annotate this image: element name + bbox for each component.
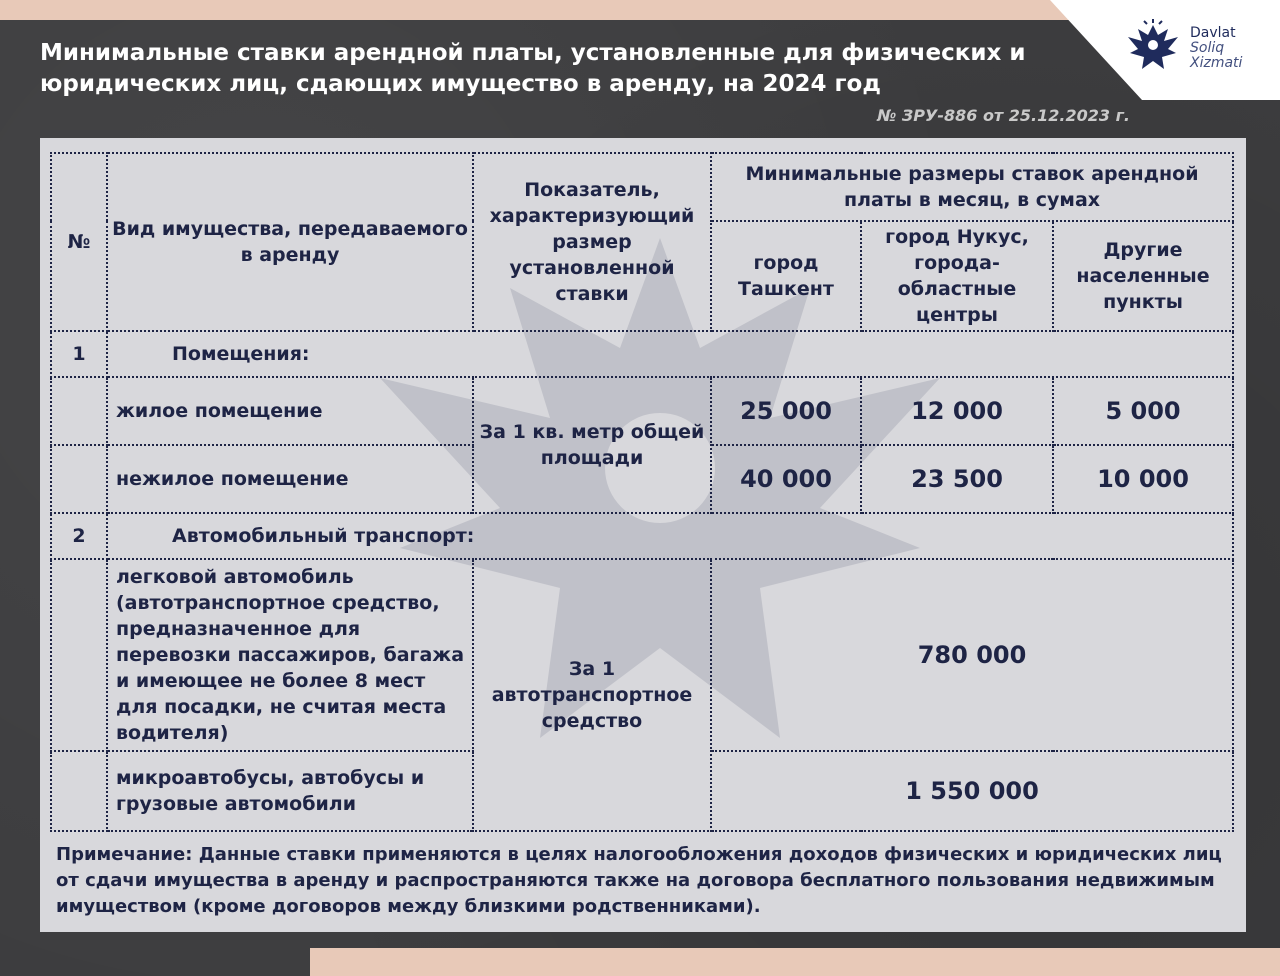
rate-nukus: 23 500 — [861, 445, 1053, 513]
row-property-name: жилое помещение — [107, 377, 473, 445]
header-indicator: Показатель, характеризующий размер установленной ставки — [473, 153, 711, 331]
rates-table — [50, 152, 1234, 832]
note-label: Примечание: — [56, 844, 193, 865]
row-num-empty — [51, 445, 107, 513]
rate-tashkent: 40 000 — [711, 445, 861, 513]
section-title: Автомобильный транспорт: — [107, 513, 1233, 559]
row-property-name: микроавтобусы, автобусы и грузовые автомобили — [107, 751, 473, 831]
header-property: Вид имущества, передаваемого в аренду — [107, 153, 473, 331]
row-property-name: легковой автомобиль (автотранспортное средство, предназначенное для перевозки пассажиров, багажа и имеющее не более 8 мест для посадки, не считая места водителя) — [107, 559, 473, 751]
section-title: Помещения: — [107, 331, 1233, 377]
eagle-emblem-icon — [1122, 17, 1184, 79]
section-num: 1 — [51, 331, 107, 377]
row-num-empty — [51, 751, 107, 831]
content-panel — [40, 138, 1246, 932]
header-rates-group: Минимальные размеры ставок арендной платы в месяц, в сумах — [711, 153, 1233, 221]
rate-all-areas: 780 000 — [711, 559, 1233, 751]
logo-line-3: Xizmati — [1190, 54, 1243, 71]
logo — [1122, 8, 1262, 88]
header-nukus: город Нукус, города-областные центры — [861, 221, 1053, 331]
logo-text — [1190, 26, 1242, 71]
note — [56, 842, 1236, 920]
rate-other: 10 000 — [1053, 445, 1233, 513]
rate-all-areas: 1 550 000 — [711, 751, 1233, 831]
row-property-name: нежилое помещение — [107, 445, 473, 513]
decree-reference: № ЗРУ-886 от 25.12.2023 г. — [877, 106, 1130, 125]
header-other: Другие населенные пункты — [1053, 221, 1233, 331]
note-text: Данные ставки применяются в целях налогообложения доходов физических и юридических лиц от сдачи имущества в аренду и распространяются также на договора бесплатного пользования недвижимым имуществом (кроме договоров между близкими родственниками). — [56, 844, 1222, 917]
rate-nukus: 12 000 — [861, 377, 1053, 445]
bottom-accent-bar — [310, 948, 1280, 976]
row-num-empty — [51, 559, 107, 751]
header-tashkent: город Ташкент — [711, 221, 861, 331]
logo-line-1: Davlat — [1190, 24, 1236, 41]
row-indicator: За 1 кв. метр общей площади — [473, 377, 711, 513]
row-num-empty — [51, 377, 107, 445]
header-num: № — [51, 153, 107, 331]
logo-line-2: Soliq — [1190, 39, 1225, 56]
row-indicator: За 1 автотранспортное средство — [473, 559, 711, 831]
section-num: 2 — [51, 513, 107, 559]
page-title: Минимальные ставки арендной платы, установленные для физических и юридических лиц, сдающих имущество в аренду, на 2024 год — [40, 40, 1026, 97]
rate-other: 5 000 — [1053, 377, 1233, 445]
rate-tashkent: 25 000 — [711, 377, 861, 445]
